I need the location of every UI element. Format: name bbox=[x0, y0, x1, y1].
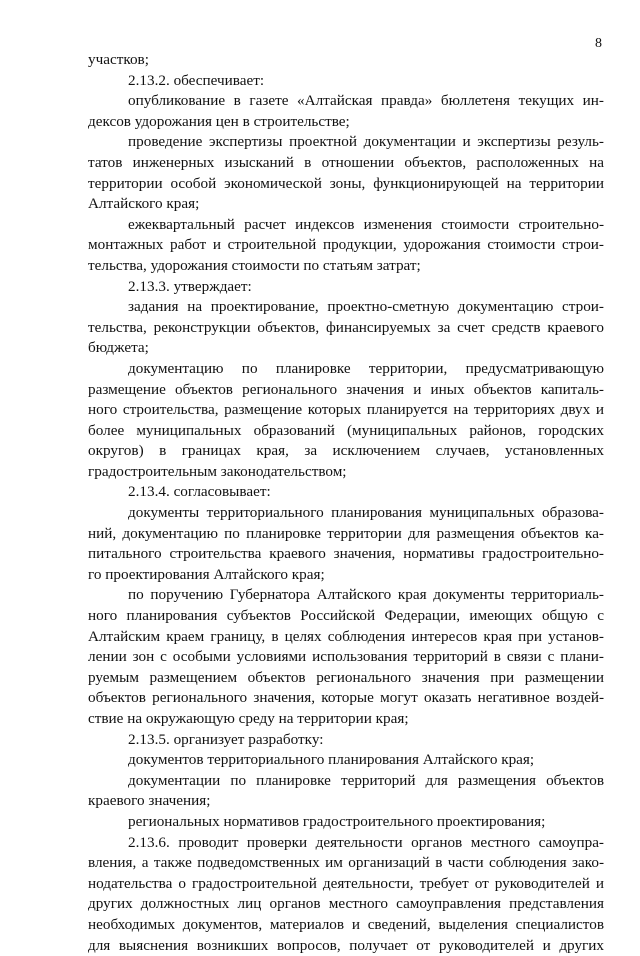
text-line: 2.13.4. согласовывает: bbox=[128, 483, 271, 501]
text-line: ного строительства, размещение которых планируется на территориях двух и bbox=[88, 401, 604, 419]
text-line: 2.13.3. утверждает: bbox=[128, 277, 252, 295]
text-line: объектов регионального значения, которые могут оказать негативное воздей- bbox=[88, 689, 604, 707]
text-line: тельства, реконструкции объектов, финансируемых за счет средств краевого bbox=[88, 318, 604, 336]
text-line: татов инженерных изысканий в отношении объектов, расположенных на bbox=[88, 153, 604, 171]
text-line: краевого значения; bbox=[88, 792, 211, 810]
text-line: ежеквартальный расчет индексов изменения стоимости строительно- bbox=[128, 215, 604, 233]
text-line: более муниципальных образований (муниципальных районов, городских bbox=[88, 421, 604, 439]
text-line: дексов удорожания цен в строительстве; bbox=[88, 112, 350, 130]
text-line: опубликование в газете «Алтайская правда» бюллетеня текущих ин- bbox=[128, 92, 604, 110]
text-line: размещение объектов регионального значения и иных объектов капиталь- bbox=[88, 380, 604, 398]
text-line: для выяснения возникших вопросов, получает от руководителей и других bbox=[88, 936, 604, 954]
text-line: округов) в границах края, за исключением случаев, установленных bbox=[88, 442, 604, 460]
text-line: ствие на окружающую среду на территории края; bbox=[88, 710, 409, 727]
text-line: градостроительным законодательством; bbox=[88, 462, 347, 480]
text-line: руемым размещением объектов регионального значения при размещении bbox=[88, 668, 604, 686]
text-line: 2.13.5. организует разработку: bbox=[128, 730, 324, 748]
text-line: 2.13.2. обеспечивает: bbox=[128, 71, 265, 89]
text-line: нодательства о градостроительной деятельности, требует от руководителей и bbox=[88, 874, 604, 892]
text-line: 2.13.6. проводит проверки деятельности органов местного самоупра- bbox=[128, 833, 604, 851]
text-line: го проектирования Алтайского края; bbox=[88, 565, 325, 583]
text-line: вления, а также подведомственных им организаций в части соблюдения зако- bbox=[88, 854, 604, 872]
text-line: региональных нормативов градостроительного проектирования; bbox=[128, 812, 546, 830]
text-line: документацию по планировке территории, предусматривающую bbox=[128, 359, 604, 377]
text-line: документы территориального планирования муниципальных образова- bbox=[128, 504, 604, 522]
text-line: документации по планировке территорий для размещения объектов bbox=[128, 771, 604, 789]
text-line: проведение экспертизы проектной документации и экспертизы резуль- bbox=[128, 133, 604, 151]
text-line: Алтайским краем границу, в целях соблюдения интересов края при установ- bbox=[88, 627, 604, 645]
text-line: лении зон с особыми условиями использования территорий в связи с плани- bbox=[88, 648, 604, 666]
text-line: документов территориального планирования Алтайского края; bbox=[128, 751, 535, 769]
text-line: питального строительства краевого значения, нормативы градостроительно- bbox=[88, 545, 604, 563]
text-line: участков; bbox=[88, 51, 149, 68]
text-line: бюджета; bbox=[88, 339, 149, 357]
text-line: Алтайского края; bbox=[88, 195, 200, 213]
body-text bbox=[88, 50, 604, 956]
text-line: по поручению Губернатора Алтайского края документы территориаль- bbox=[128, 586, 604, 604]
text-line: других должностных лиц органов местного самоуправления представления bbox=[88, 895, 604, 913]
text-line: монтажных работ и строительной продукции, удорожания стоимости строи- bbox=[88, 236, 604, 254]
page-number: 8 bbox=[595, 36, 602, 51]
text-line: задания на проектирование, проектно-сметную документацию строи- bbox=[128, 298, 604, 316]
text-line: ний, документацию по планировке территории для размещения объектов ка- bbox=[88, 524, 604, 542]
text-line: необходимых документов, материалов и сведений, выделения специалистов bbox=[88, 915, 604, 933]
text-line: ного планирования субъектов Российской Федерации, имеющих общую с bbox=[88, 607, 604, 625]
text-line: тельства, удорожания стоимости по статьям затрат; bbox=[88, 256, 421, 274]
text-line: территории особой экономической зоны, функционирующей на территории bbox=[88, 174, 604, 192]
